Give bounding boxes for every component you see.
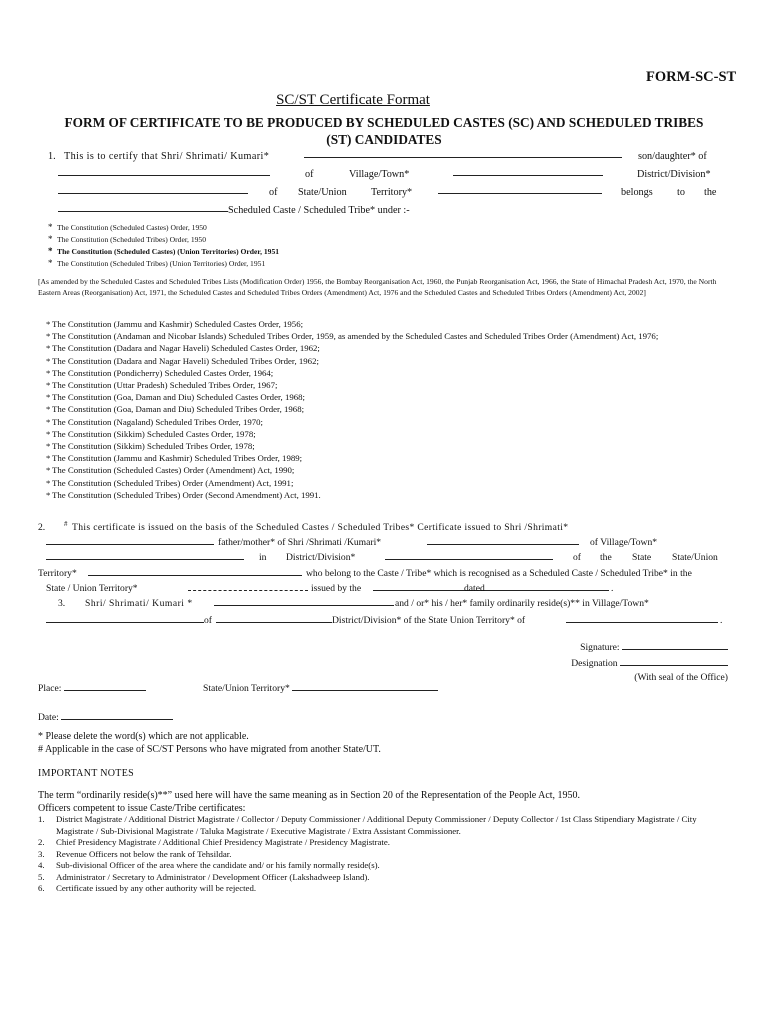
state-field[interactable]	[438, 184, 602, 194]
state-union-label-2: State/Union	[672, 552, 718, 564]
of-label-2: of	[269, 187, 278, 198]
form-heading: FORM OF CERTIFICATE TO BE PRODUCED BY SCHEDULED CASTES (SC) AND SCHEDULED TRIBES (ST) CANDIDATES	[64, 115, 704, 147]
caste-field[interactable]	[58, 202, 228, 212]
state-ut-label: State / Union Territory*	[46, 582, 138, 594]
notes	[38, 731, 728, 756]
dated-field[interactable]	[489, 581, 609, 591]
place-field[interactable]	[64, 681, 146, 691]
caste-tribe-label: Scheduled Caste / Scheduled Tribe* under :-	[228, 205, 410, 216]
of-village-label: of Village/Town*	[590, 537, 658, 549]
resident-state-field[interactable]	[566, 613, 718, 623]
of-label-4: of	[204, 615, 212, 627]
orders-list	[48, 222, 568, 270]
list-item: * The Constitution (Goa, Daman and Diu) Scheduled Tribes Order, 1968;	[46, 403, 738, 415]
father-mother-label: father/mother* of Shri /Shrimati /Kumari*	[218, 537, 382, 549]
period-mark-2: .	[720, 615, 723, 627]
list-item: * The Constitution (Uttar Pradesh) Scheduled Tribes Order, 1967;	[46, 379, 738, 391]
list-item: * The Constitution (Nagaland) Scheduled Tribes Order, 1970;	[46, 416, 738, 428]
list-item: * The Constitution (Sikkim) Scheduled Castes Order, 1978;	[46, 428, 738, 440]
list-item: 2. Chief Presidency Magistrate / Additional Chief Presidency Magistrate / Presidency Magistrate.	[38, 837, 390, 847]
note-item: # Applicable in the case of SC/ST Persons who have migrated from another State/UT.	[38, 743, 381, 755]
parent-name-field[interactable]	[46, 535, 214, 545]
list-item: * The Constitution (Goa, Daman and Diu) Scheduled Castes Order, 1968;	[46, 391, 738, 403]
resident-district-field[interactable]	[216, 613, 332, 623]
term-note-block	[38, 790, 728, 815]
form-code: FORM-SC-ST	[646, 69, 737, 85]
order-item: * The Constitution (Scheduled Tribes) Order, 1950	[48, 234, 568, 246]
place-row	[38, 681, 146, 694]
date-field[interactable]	[61, 710, 173, 720]
territory-label: Territory*	[371, 187, 413, 198]
village-field-2[interactable]	[46, 550, 244, 560]
district-division-label-2: District/Division*	[286, 552, 356, 564]
name-field[interactable]	[304, 148, 622, 158]
list-item: * The Constitution (Jammu and Kashmir) Scheduled Castes Order, 1956;	[46, 318, 738, 330]
list-item: 4. Sub-divisional Officer of the area where the candidate and/ or his family normally reside(s).	[38, 860, 380, 870]
certify-text: This is to certify that Shri/ Shrimati/ Kumari*	[64, 151, 270, 162]
recognised-text: who belong to the Caste / Tribe* which is recognised as a Scheduled Caste / Scheduled Tribe* in the	[306, 567, 692, 579]
list-item: * The Constitution (Jammu and Kashmir) Scheduled Tribes Order, 1989;	[46, 452, 738, 464]
parent-of-name-field[interactable]	[427, 535, 579, 545]
amendment-note: [As amended by the Scheduled Castes and Scheduled Tribes Lists (Modification Order) 1956, the Bombay Reorganisation Act, 1960, the Punjab Reorganisation Act, 1966, the State of Himachal Pradesh Act, 1970, the North Eastern Areas (Reorganisation) Act, 1971, the Scheduled Castes and Scheduled Tribes Orders (Amendment) Act, 1976 and the Scheduled Castes and Scheduled Tribes Orders (Amendment) Act, 2002]	[38, 277, 717, 297]
signature-block	[540, 640, 728, 686]
state-ut-field-2[interactable]	[292, 681, 438, 691]
officers-title: Officers competent to issue Caste/Tribe certificates:	[38, 802, 246, 814]
constitution-list	[46, 318, 738, 501]
section-2-number: 2.	[38, 522, 46, 533]
village-field[interactable]	[453, 166, 603, 176]
designation-label: Designation	[571, 657, 618, 669]
designation-field[interactable]	[620, 656, 728, 666]
resident-name-field[interactable]	[214, 596, 394, 606]
resident-village-field[interactable]	[46, 613, 204, 623]
order-item: * The Constitution (Scheduled Castes) Order, 1950	[48, 222, 568, 234]
state-ut-field[interactable]	[188, 581, 308, 591]
son-daughter-label: son/daughter* of	[638, 151, 707, 162]
page-title: SC/ST Certificate Format	[276, 92, 430, 108]
list-item: 3. Revenue Officers not below the rank of Tehsildar.	[38, 848, 232, 859]
officers-list	[38, 814, 728, 895]
list-item: 5. Administrator / Secretary to Administrator / Development Officer (Lakshadweep Island).	[38, 871, 370, 882]
district-field-2[interactable]	[385, 550, 553, 560]
note-item: * Please delete the word(s) which are not applicable.	[38, 731, 249, 742]
territory-label-2: Territory*	[38, 567, 77, 579]
belongs-label: belongs	[621, 187, 653, 198]
of-label-3: of	[573, 552, 581, 564]
district-field[interactable]	[58, 184, 248, 194]
the-label: the	[704, 187, 717, 198]
state-label: State	[632, 552, 652, 564]
list-item: * The Constitution (Dadara and Nagar Haveli) Scheduled Tribes Order, 1962;	[46, 355, 738, 367]
seal-note: (With seal of the Office)	[634, 672, 728, 683]
state-row	[203, 681, 438, 694]
list-item: * The Constitution (Sikkim) Scheduled Tribes Order, 1978;	[46, 440, 738, 452]
village-town-label: Village/Town*	[349, 169, 410, 180]
hash-mark: #	[64, 520, 68, 528]
list-item: * The Constitution (Dadara and Nagar Haveli) Scheduled Castes Order, 1962;	[46, 342, 738, 354]
order-item: * The Constitution (Scheduled Castes) (Union Territories) Order, 1951	[48, 246, 568, 258]
list-item: * The Constitution (Scheduled Tribes) Order (Amendment) Act, 1991;	[46, 477, 738, 489]
state-ut-label-2: State/Union Territory*	[203, 683, 290, 694]
order-item: * The Constitution (Scheduled Tribes) (Union Territories) Order, 1951	[48, 258, 568, 270]
list-item: * The Constitution (Scheduled Tribes) Order (Second Amendment) Act, 1991.	[46, 489, 738, 501]
section-2-line-1: This certificate is issued on the basis of the Scheduled Castes / Scheduled Tribes* Certificate issued to Shri /Shrimati*	[72, 522, 569, 533]
father-name-field[interactable]	[58, 166, 270, 176]
section-3-number: 3.	[58, 597, 66, 609]
state-union-label: State/Union	[298, 187, 347, 198]
district-division-label: District/Division*	[637, 169, 711, 180]
term-note: The term “ordinarily reside(s)**” used here will have the same meaning as in Section 20 of the Representation of the People Act, 1950.	[38, 790, 581, 801]
reside-text: and / or* his / her* family ordinarily reside(s)** in Village/Town*	[395, 597, 649, 609]
dated-label: dated	[464, 582, 485, 594]
the-label-2: the	[600, 552, 612, 564]
place-label: Place:	[38, 683, 62, 694]
territory-field[interactable]	[88, 566, 302, 576]
list-item: * The Constitution (Scheduled Castes) Order (Amendment) Act, 1990;	[46, 464, 738, 476]
list-item: 1. District Magistrate / Additional District Magistrate / Collector / Deputy Commissioner / Additional Deputy Commissioner / Deputy Collector / 1st Class Stipendiary Magistrate / City Magistrate / Sub-Divisional Magistrate / Taluka Magistrate / Executive Magistrate / Extra Assistant Commissioner.	[38, 814, 697, 836]
signature-label: Signature:	[580, 642, 620, 653]
signature-field[interactable]	[622, 640, 728, 650]
district-line-text: District/Division* of the State Union Territory* of	[332, 615, 526, 627]
important-notes-title: IMPORTANT NOTES	[38, 768, 134, 779]
section-1-number: 1.	[48, 151, 56, 162]
section-2	[38, 520, 728, 626]
issued-by-label: issued by the	[311, 582, 362, 594]
list-item: 6. Certificate issued by any other authority will be rejected.	[38, 883, 257, 893]
to-label: to	[677, 187, 685, 198]
list-item: * The Constitution (Pondicherry) Scheduled Castes Order, 1964;	[46, 367, 738, 379]
date-label: Date:	[38, 712, 59, 723]
of-label: of	[305, 169, 314, 180]
date-row	[38, 710, 173, 723]
section-1	[44, 148, 720, 220]
section-3-intro: Shri/ Shrimati/ Kumari *	[85, 597, 193, 609]
period-mark: .	[611, 582, 614, 594]
in-label: in	[259, 552, 267, 564]
list-item: * The Constitution (Andaman and Nicobar Islands) Scheduled Tribes Order, 1959, as amended by the Scheduled Castes and Scheduled Tribes Order (Amendment) Act, 1976;	[46, 330, 738, 342]
